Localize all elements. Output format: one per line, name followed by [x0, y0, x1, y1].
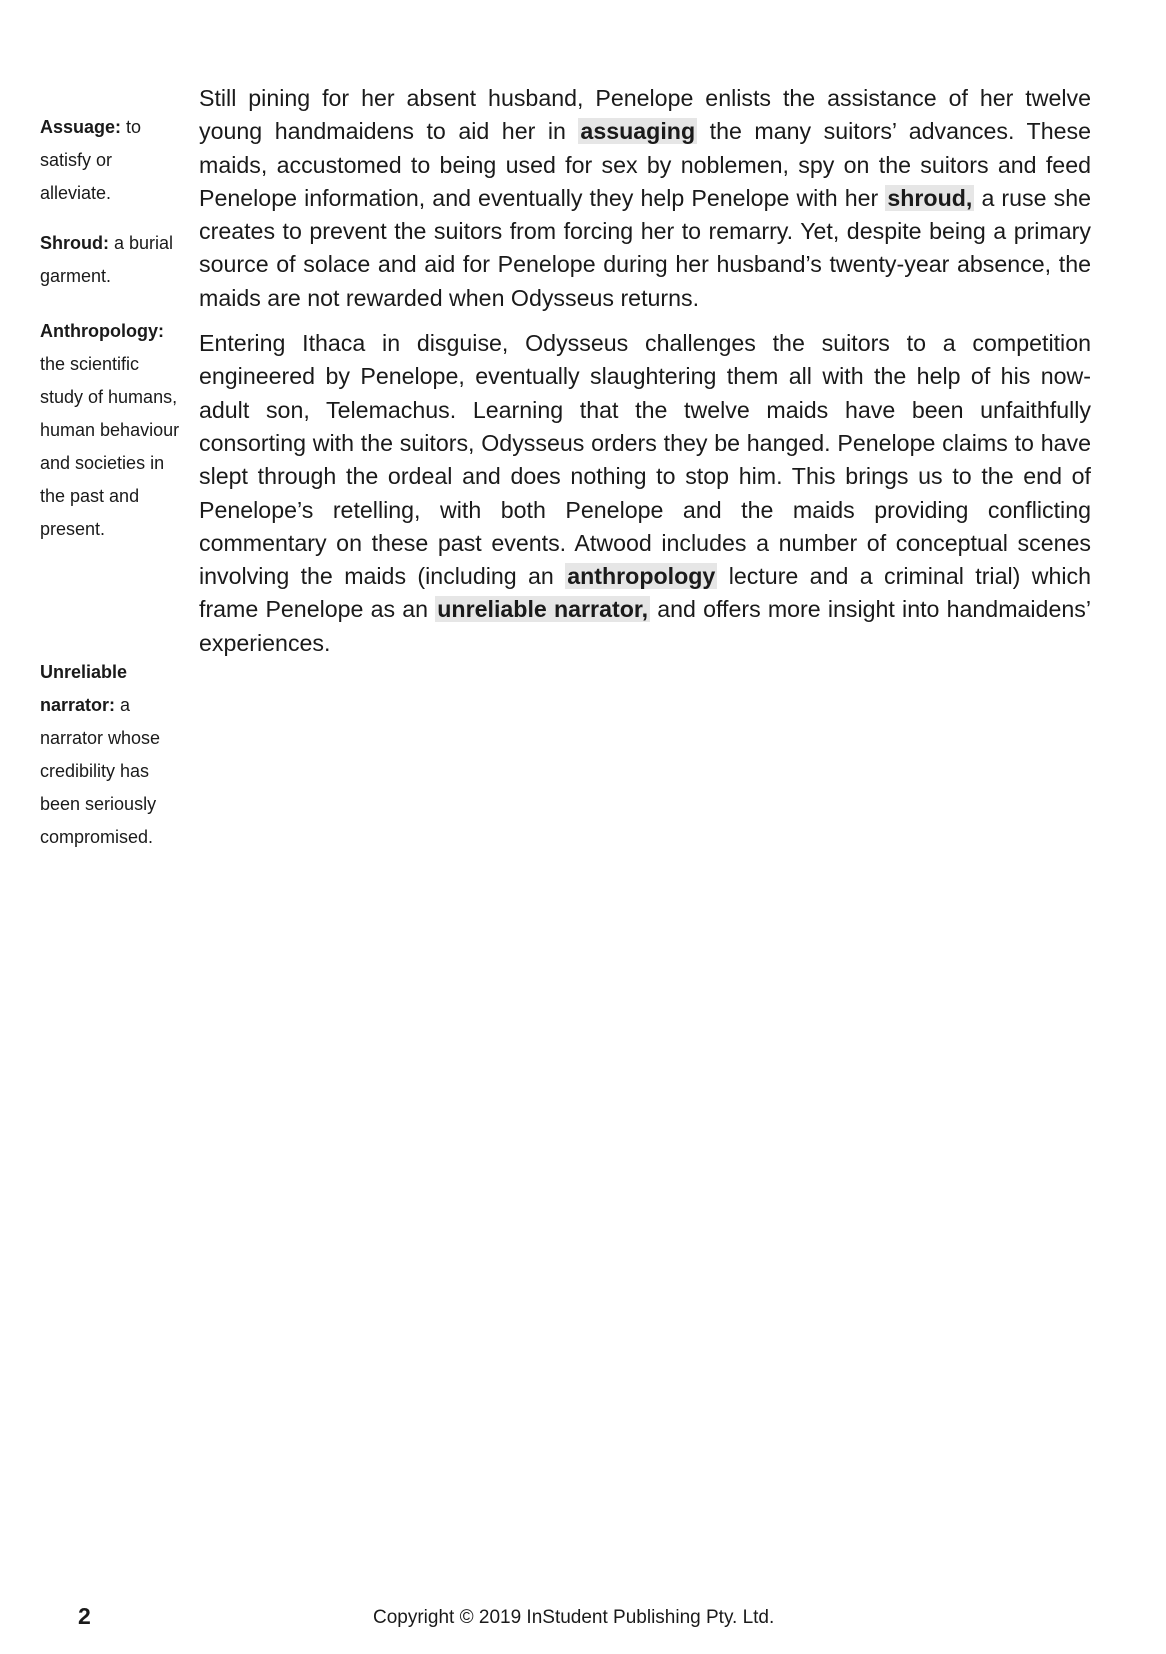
- paragraph-text: a ruse she creates to prevent the suitors from forcing her to remarry. Yet, despite being a primary source of solace and aid for Penelope during her husband’s twenty-year absence, the maids are not rewarded when Odysseus returns.: [199, 184, 1091, 311]
- glossary-entry-assuage: [40, 111, 185, 210]
- keyword-assuaging: assuaging: [580, 118, 696, 145]
- keyword-unreliable-narrator: unreliable narrator,: [437, 596, 649, 623]
- paragraph-text: Entering Ithaca in disguise, Odysseus challenges the suitors to a competition engineered by Penelope, eventually slaughtering them all with the help of his now-adult son, Telemachus. Learning that the twelve maids have been unfaithfully consorting with the suitors, Odysseus orders they be hanged. Penelope claims to have slept through the ordeal and does nothing to stop him. This brings us to the end of Penelope’s retelling, with both Penelope and the maids providing conflicting commentary on these past events. Atwood includes a number of conceptual scenes involving the maids (including an: [199, 330, 1091, 590]
- keyword-shroud: shroud,: [887, 184, 973, 211]
- glossary-term: Anthropology:: [40, 321, 164, 341]
- paragraph-text: the many suitors’ advances. These maids, accustomed to being used for sex by noblemen, spy on the suitors and feed Penelope information, and eventually they help Penelope with her: [199, 118, 1091, 211]
- main-text: [199, 82, 1091, 660]
- page-number: 2: [78, 1603, 91, 1629]
- glossary-entry-unreliable-narrator: [40, 656, 185, 854]
- paragraph-text: Still pining for her absent husband, Penelope enlists the assistance of her twelve young handmaidens to aid her in: [199, 85, 1091, 145]
- glossary-term: Assuage:: [40, 117, 122, 137]
- paragraph-text: and offers more insight into handmaidens’ experiences.: [199, 596, 1091, 656]
- glossary-term: Shroud:: [40, 233, 109, 253]
- paragraph-1: [199, 82, 1091, 315]
- glossary-definition: to satisfy or alleviate.: [40, 117, 142, 203]
- paragraph-2: [199, 327, 1091, 660]
- glossary-definition: a narrator whose credibility has been seriously compromised.: [40, 695, 161, 847]
- paragraph-text: lecture and a criminal trial) which frame Penelope as an: [199, 563, 1091, 623]
- glossary-entry-anthropology: [40, 315, 185, 546]
- glossary-entry-shroud: [40, 227, 185, 293]
- glossary-definition: the scientific study of humans, human behaviour and societies in the past and present.: [40, 354, 180, 539]
- glossary-term: Unreliable narrator:: [40, 662, 128, 715]
- glossary-definition: a burial garment.: [40, 233, 174, 286]
- keyword-anthropology: anthropology: [567, 563, 716, 590]
- copyright-notice: Copyright © 2019 InStudent Publishing Pty. Ltd.: [373, 1607, 775, 1628]
